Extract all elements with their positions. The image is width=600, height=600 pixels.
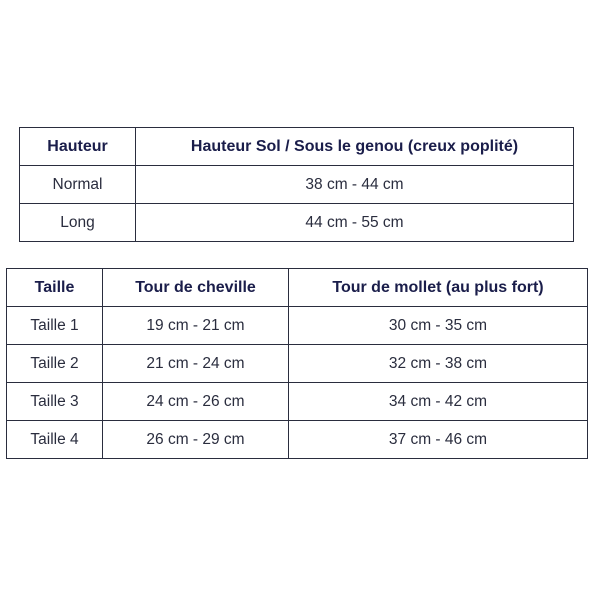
table-cell: 24 cm - 26 cm xyxy=(103,383,289,421)
table-row xyxy=(7,345,588,383)
table-cell: Taille 1 xyxy=(7,307,103,345)
table-header-row xyxy=(7,269,588,307)
table-cell: Taille 4 xyxy=(7,421,103,459)
table-cell: Long xyxy=(20,204,136,242)
table-cell: 19 cm - 21 cm xyxy=(103,307,289,345)
height-size-table xyxy=(19,127,574,242)
table-cell: 26 cm - 29 cm xyxy=(103,421,289,459)
table-cell: 30 cm - 35 cm xyxy=(289,307,588,345)
table-row xyxy=(7,383,588,421)
column-header-tour-cheville: Tour de cheville xyxy=(103,269,289,307)
column-header-taille: Taille xyxy=(7,269,103,307)
table-row xyxy=(20,204,574,242)
table-cell: 44 cm - 55 cm xyxy=(136,204,574,242)
table-cell: 34 cm - 42 cm xyxy=(289,383,588,421)
table-header-row xyxy=(20,128,574,166)
table-row xyxy=(7,307,588,345)
table-cell: 37 cm - 46 cm xyxy=(289,421,588,459)
table-cell: 38 cm - 44 cm xyxy=(136,166,574,204)
table-cell: Taille 3 xyxy=(7,383,103,421)
table-row xyxy=(20,166,574,204)
size-measurement-table xyxy=(6,268,588,459)
table-cell: 21 cm - 24 cm xyxy=(103,345,289,383)
column-header-hauteur-sol: Hauteur Sol / Sous le genou (creux poplité) xyxy=(136,128,574,166)
table-cell: Normal xyxy=(20,166,136,204)
table-cell: 32 cm - 38 cm xyxy=(289,345,588,383)
column-header-hauteur: Hauteur xyxy=(20,128,136,166)
column-header-tour-mollet: Tour de mollet (au plus fort) xyxy=(289,269,588,307)
table-cell: Taille 2 xyxy=(7,345,103,383)
table-row xyxy=(7,421,588,459)
